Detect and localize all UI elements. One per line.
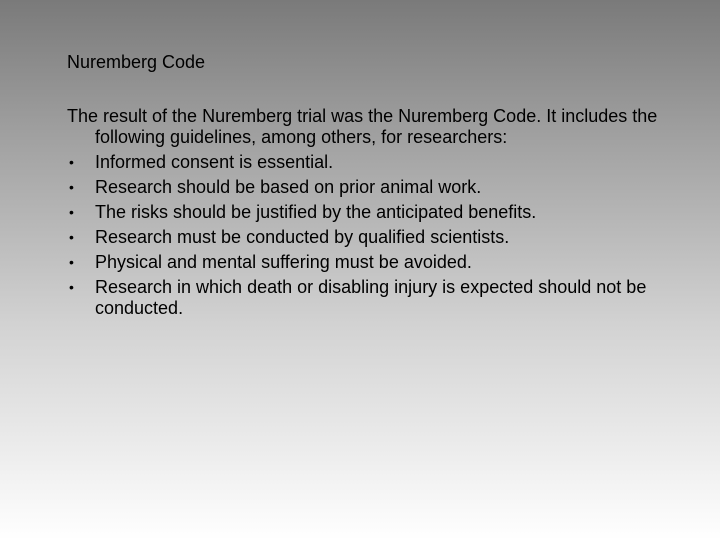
slide-body <box>67 106 667 323</box>
guideline-item <box>67 227 667 248</box>
bullet-icon: • <box>69 279 74 295</box>
slide-title: Nuremberg Code <box>67 52 206 72</box>
guideline-text: Research must be conducted by qualified scientists. <box>95 227 510 247</box>
guideline-item <box>67 202 667 223</box>
bullet-icon: • <box>69 229 74 245</box>
guideline-item <box>67 277 667 319</box>
guideline-item <box>67 177 667 198</box>
guideline-list <box>67 152 667 319</box>
guideline-text: Informed consent is essential. <box>95 152 334 172</box>
guideline-item <box>67 252 667 273</box>
guideline-item <box>67 152 667 173</box>
guideline-text: Research should be based on prior animal work. <box>95 177 482 197</box>
guideline-text: The risks should be justified by the anticipated benefits. <box>95 202 537 222</box>
guideline-text: Research in which death or disabling injury is expected should not be conducted. <box>95 277 647 318</box>
intro-paragraph: The result of the Nuremberg trial was the Nuremberg Code. It includes the following guidelines, among others, for researchers: <box>67 106 658 147</box>
bullet-icon: • <box>69 204 74 220</box>
guideline-text: Physical and mental suffering must be avoided. <box>95 252 472 272</box>
bullet-icon: • <box>69 179 74 195</box>
bullet-icon: • <box>69 154 74 170</box>
bullet-icon: • <box>69 254 74 270</box>
